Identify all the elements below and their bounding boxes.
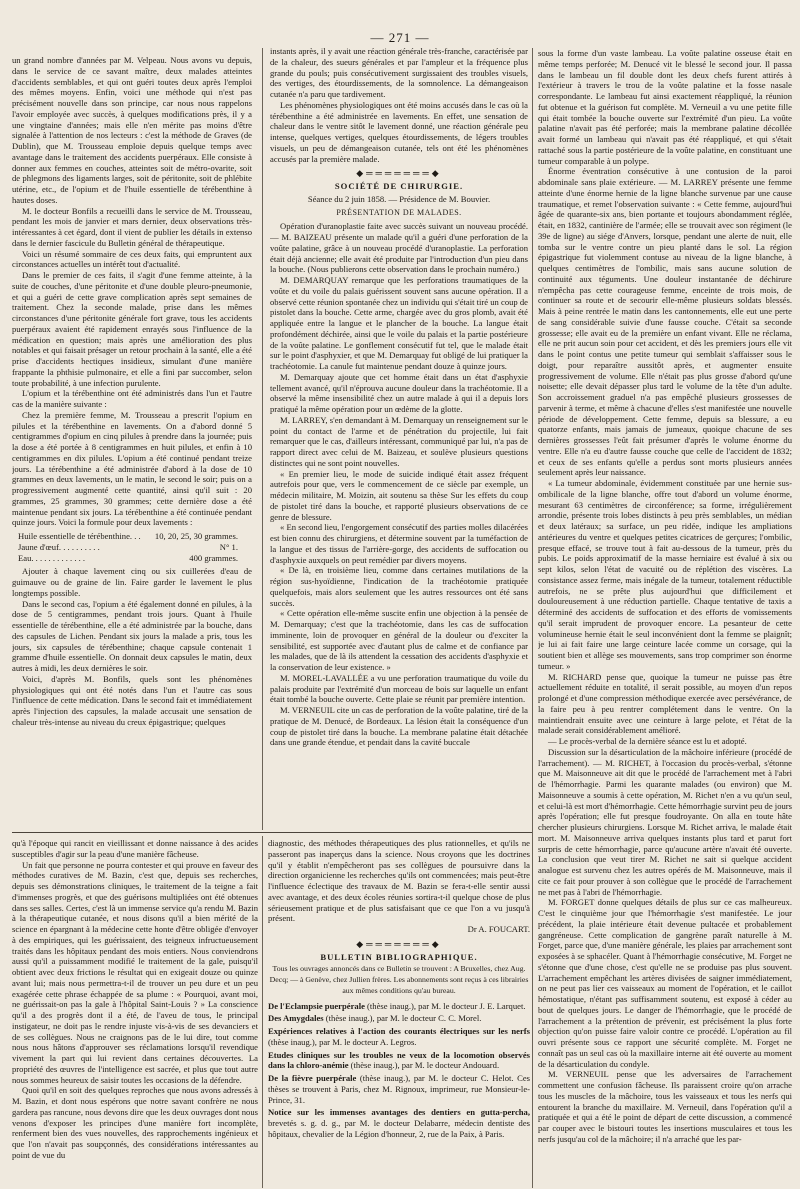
- paragraph: « La tumeur abdominale, évidemment constituée par une hernie sus-ombilicale de la ligne blanche, offre tout d'abord un volume énorme, mesurant 63 centimètres de circonférence; sa forme, irrégulièrement arrondie, présente trois lobes distincts à peu près semblables, un médian et deux latéraux; sa surface, un peu ridée, indique les ampliations antérieures du ventre et quelques petites cicatrices de gerçures; l'ombilic, presque effacé, se trouve tout à fait au-dessous de la tumeur, près du pubis. Le poids approximatif de la masse herniaire est évalué à six ou sept kilos, selon l'état de vacuité ou de réplétion des viscères. La consistance assez ferme, mais inégale de la tumeur, totalement réductible autrefois, ne se prête plus aujourd'hui que difficilement et douloureusement à une réduction partielle. Chaque tentative de taxis a déterminé des accidents de suffocation et des efforts de vomissements qu'il serait imprudent de provoquer encore. La pesanteur de cette volumineuse hernie était le seul inconvénient dont la femme se plaignît; je lui ai fait faire une large ceinture lacée comme un corsage, qui la soutient bien et allège ses mouvements, sans trop comprimer son énorme tumeur. »: [538, 478, 792, 671]
- paragraph: M. FORGET donne quelques détails de plus sur ce cas malheureux. C'est le cinquième jour que l'hémorrhagie s'est manifestée. Le jour précédent, la plaie intérieure était devenue pultacée et probablement gangréneuse. Cette complication de gangrène paraît naturelle à M. Forget, parce que, d'une manière générale, les plaies par arrachement sont exposées à se sphacéler. Quant à l'hémorrhagie consécutive, M. Forget ne s'étonne que d'une chose, c'est qu'elle ne se produise pas plus souvent. L'arrachement empêchant les artères divisées de saigner immédiatement, on ne peut pas lier ces vaisseaux au moment de l'opération, et le caillot hémostatique, n'étant pas suffisamment soutenu, est exposé à céder au bout de quelques jours. Le danger de l'hémorrhagie, que le procédé de l'arrachement a la prétention de prévenir, est précisément la plus forte objection qu'on puisse faire valoir contre ce procédé. L'opération au fil ouvri présente sous ce rapport une sécurité complète. M. Forget ne connaît pas un seul cas où la maxillaire interne ait été ouverte au moment de la désarticulation du condyle.: [538, 897, 792, 1069]
- page-number: — 271 —: [370, 30, 430, 45]
- paragraph: qu'à l'époque qui rancit en vieillissant et donne naissance à des acides susceptibles d'agir sur la peau d'une manière fâcheuse.: [12, 838, 258, 859]
- bulletin-intro: Tous les ouvrages annoncés dans ce Bulletin se trouvent : A Bruxelles, chez Aug. Decq; — à Genève, chez Jullien frères. Les abonnements sont reçus à ces librairies aux mêmes conditions qu'au bureau.: [269, 964, 529, 995]
- item-title: Des Amygdales: [268, 1013, 324, 1024]
- bibliography-item: [268, 1013, 530, 1024]
- column-divider: [532, 48, 533, 1188]
- item-details: (thèse inaug.), par M. le docteur J. E. Larquet.: [364, 1000, 526, 1011]
- item-title: Expériences relatives à l'action des courants électriques sur les nerfs: [268, 1026, 530, 1036]
- paragraph: M. Demarquay ajoute que cet homme était dans un état d'asphyxie tellement avancé, qu'il n'éprouva aucune douleur dans la trachéotomie. Il a observé la même insensibilité chez un autre malade à qui il a depuis lors pratiqué la même opération pour un œdème de la glotte.: [270, 371, 528, 414]
- paragraph: Voici, d'après M. Bonfils, quels sont les phénomènes physiologiques qui ont été notés dans l'un et l'autre cas sous l'influence de cette médication. Dans le second fait et immédiatement après l'injection des capsules, la malade accusait une sensation de chaleur très-intense au niveau du creux épigastrique; quelques: [12, 673, 252, 727]
- paragraph: Un fait que personne ne pourra contester et qui prouve en faveur des méthodes curatives de M. Bazin, c'est que, depuis ses recherches, depuis ses démonstrations cliniques, le traitement de la teigne a fait d'immenses progrès, et que des guérisons multipliées ont été obtenues dans ses salles. Certes, c'est là un immense service qu'a rendu M. Bazin à la thérapeutique cutanée, et nous disons qu'il a bien mérité de la science en épargnant à la médecine cette honte d'être obligée d'envoyer à des empiriques, qui les guérissaient, des teigneux infructueusement traités dans les hôpitaux pendant des mois entiers. Nous conviendrons aussi qu'il a puissamment modifié le traitement de la gale, puisqu'il obtient avec deux frictions le résultat qui en exigeait douze ou quinze avant lui; mais nous permettra-t-il de trouver un peu dure et un peu exagérée cette phrase échappée de sa plume : « Pourquoi, avant moi, ne guérissait-on pas la gale à l'hôpital Saint-Louis ? » La conscience qu'il a des progrès dont il a été, de l'aveu de tous, le principal instigateur, ne doit pas le rendre injuste vis-à-vis de ses devanciers et de ses collègues. Nous ne craignons pas de le lui dire, tout comme nous nous hâtons d'approuver ses réclamations lorsqu'il revendique vivement la part qui lui revient dans certaines découvertes. La propriété des œuvres de l'intelligence est sacrée, et plus que tout autre nous sommes heureux de saisir toutes les occasions de la défendre.: [12, 859, 258, 1085]
- paragraph: instants après, il y avait une réaction générale très-franche, caractérisée par de la chaleur, des sueurs générales et par l'ampleur et la fréquence plus grande du pouls; puis consécutivement surgissaient des troubles visuels, des vertiges, des étourdissements, de la somnolence. La démangeaison cutanée n'a paru que tardivement.: [270, 46, 528, 99]
- column-2: [270, 46, 528, 831]
- item-title: Notice sur les immenses avantages des dentiers en gutta-percha,: [268, 1107, 530, 1118]
- item-details: brevetés s. g. d. g., par M. le docteur Delabarre, médecin dentiste des hôpitaux, chevalier de la Légion d'honneur, 2, rue de la Paix, à Paris.: [268, 1118, 530, 1139]
- paragraph: Opération d'uranoplastie faite avec succès suivant un nouveau procédé. — M. BAIZEAU présente un malade qu'il a guéri d'une perforation de la voûte palatine, grâce à un nouveau procédé d'uranoplastie. La perforation était déjà ancienne; elle avait été produite par l'introduction d'un pieu dans la bouche. (Nous publierons cette observation dans le prochain numéro.): [270, 221, 528, 275]
- formula-value: 10, 20, 25, 30 grammes.: [154, 531, 238, 541]
- paragraph: Voici un résumé sommaire de ces deux faits, qui empruntent aux circonstances actuelles un intérêt tout d'actualité.: [12, 248, 252, 270]
- column-divider: [262, 48, 263, 830]
- item-title: De l'Eclampsie puerpérale: [268, 1000, 365, 1011]
- paragraph: M. MOREL-LAVALLÉE a vu une perforation traumatique du voile du palais produite par l'extrémité d'un morceau de bois sur laquelle un enfant était tombé la bouche ouverte. Cette plaie se réunit par première intention.: [270, 672, 528, 705]
- section-heading: BULLETIN BIBLIOGRAPHIQUE.: [320, 951, 478, 962]
- formula-row: [18, 542, 238, 553]
- formula-value: N° 1.: [219, 541, 238, 552]
- bibliography-item: [268, 1026, 530, 1048]
- formula-item: Jaune d'œuf. . . . . . . . . .: [18, 541, 100, 552]
- paragraph: « En premier lieu, le mode de suicide indiqué était assez fréquent autrefois pour que, vers le commencement de ce siècle par exemple, un médecin militaire, M. Moizin, ait soutenu sa thèse Sur les effets du coup de pistolet tiré dans la bouche, et rapporté plusieurs observations de ce genre de blessure.: [270, 468, 528, 522]
- paragraph: « Cette opération elle-même suscite enfin une objection à la pensée de M. Demarquay; c'est que la trachéotomie, dans les cas de suffocation imminente, loin de provoquer en général de la douleur ou d'exciter la sensibilité, est supportée avec d'autant plus de calme et de confiance par les malades, que de là ils attendent la cessation des accidents d'asphyxie et la conservation de leur existence. »: [270, 608, 528, 672]
- item-details: (thèse inaug.), par M. le docteur A. Legros.: [268, 1036, 417, 1047]
- paragraph: Ajouter à chaque lavement cinq ou six cuillerées d'eau de guimauve ou de graine de lin. Faire garder le lavement le plus longtemps possible.: [12, 566, 252, 598]
- paragraph: M. LARREY, s'en demandant à M. Demarquay un renseignement sur le point du contact de l'arme et de pénétration du projectile, lui fait remarquer que le cas, d'ailleurs intéressant, communiqué par lui, n'a pas de rapport direct avec celui de M. Baizeau, et soulève plusieurs questions distinctes qui ne sont point nouvelles.: [270, 414, 528, 468]
- item-details: (thèse inaug.), par M. le docteur C. Helot. Ces thèses se trouvent à Paris, chez M. Rignoux, imprimeur, rue Monsieur-le-Prince, 31.: [268, 1073, 530, 1105]
- section-divider: [12, 832, 532, 833]
- formula-row: [18, 553, 238, 564]
- item-title: De la fièvre puerpérale: [268, 1073, 357, 1083]
- bibliography-item: [268, 1001, 530, 1012]
- item-title: Etudes cliniques sur les troubles ne veux de la locomotion observés dans la chloro-anémie: [268, 1049, 530, 1071]
- bottom-column-2: [268, 838, 530, 1188]
- formula-value: 400 grammes.: [189, 552, 238, 563]
- column-1: [12, 55, 252, 825]
- bibliography-item: [268, 1073, 530, 1105]
- bottom-column-1: [12, 838, 258, 1188]
- paragraph: Chez la première femme, M. Trousseau a prescrit l'opium en pilules et la térébenthine en lavements. On a d'abord donné 5 centigrammes d'opium en cinq pilules à prendre dans la journée; puis la dose a été portée à 8 centigrammes en huit pilules, et enfin à 10 centigrammes en dix pilules. L'opium a été continué pendant treize jours. La térébenthine a été administrée d'abord à la dose de 10 grammes en deux lavements, un le matin, le second le soir; puis on a progressivement augmenté cette quantité, ainsi qu'il suit : 20 grammes, 25 grammes, 30 grammes; cette dernière dose a été maintenue pendant six jours. La térébenthine a été continuée pendant quinze jours. Voici la formule pour deux lavements :: [12, 409, 252, 528]
- paragraph: M. VERNEUIL pense que les adversaires de l'arrachement commettent une confusion fâcheuse. Ils paraissent croire qu'on arrache tous les muscles de la mâchoire, tous les vaisseaux et tous les nerfs qui entourent la branche du maxillaire. M. Verneuil, dans l'opération qu'il a pratiquée et qui a été le point de départ de cette discussion, a commencé par couper avec le bistouri toutes les insertions musculaires et tous les nerfs jusqu'au col de la mâchoire; il n'a arraché que les par-: [538, 1069, 792, 1144]
- paragraph: sous la forme d'un vaste lambeau. La voûte palatine osseuse était en même temps perforée; M. Denucé vit le blessé le second jour. Il passa dans le lambeau un fil double dont les deux chefs furent attirés à l'extérieur à travers le trou de la voûte palatine et la fosse nasale correspondante. Le lambeau fut ainsi exactement réappliqué, la réunion fut obtenue et la guérison fut complète. M. Verneuil a vu une petite fille qui était tombée la bouche ouverte sur l'extrémité d'un pieu. La voûte palatine n'avait pas été perforée; mais la membrane palatine décollée avait formé un lambeau qui n'avait pas été réappliqué, et qui s'était rattaché sous la partie postérieure de la voûte palatine, en constituant une tumeur comparable à un polype.: [538, 48, 792, 166]
- paragraph: — Le procès-verbal de la dernière séance est lu et adopté.: [548, 736, 747, 746]
- prescription-formula: [18, 531, 238, 563]
- formula-row: [18, 531, 238, 542]
- paragraph: Les phénomènes physiologiques ont été moins accusés dans le cas où la térébenthine a été administrée en lavements. En effet, une sensation de chaleur dans le ventre sitôt le lavement donné, une réaction générale peu intense, quelques vertiges, quelques étourdissements, de légers troubles visuels, un peu de démangeaison cutanée, tels ont été les phénomènes accusés par la première malade.: [270, 99, 528, 164]
- bibliography-item: [268, 1107, 530, 1139]
- author-signature: Dr A. FOUCART.: [467, 924, 530, 934]
- paragraph: « De là, en troisième lieu, comme dans certaines mutilations de la région sus-hyoïdienne, l'indication de la trachéotomie pratiquée quelquefois, mais alors seulement que les autres ressources ont été sans succès.: [270, 565, 528, 608]
- subsection-heading: PRÉSENTATION DE MALADES.: [336, 207, 462, 217]
- section-heading: SOCIÉTÉ DE CHIRURGIE.: [334, 181, 464, 191]
- paragraph: M. DEMARQUAY remarque que les perforations traumatiques de la voûte et du voile du palais guérissent souvent sans aucune opération. Il a observé cette réunion spontanée chez un individu qui s'était tiré un coup de pistolet dans la bouche. Cette arme, chargée avec du gros plomb, avait été appliquée entre la langue et le plancher de la bouche. La langue était profondément déchirée, ainsi que le voile du palais et la partie postérieure de la voûte palatine. Le gonflement consécutif fut tel, que le malade était sur le point d'asphyxier, et que M. Demarquay fut obligé de lui pratiquer la trachéotomie. La canule fut maintenue pendant douze à quinze jours.: [270, 275, 528, 371]
- item-details: (thèse inaug.), par M. le docteur C. C. Morel.: [323, 1013, 482, 1024]
- paragraph: un grand nombre d'années par M. Velpeau. Nous avons vu depuis, dans le service de ce savant maître, deux malades atteintes d'accidents semblables, et qui ont guéri toutes deux après l'emploi des mêmes moyens. Enfin, voici une méthode qui n'est pas précisément nouvelle dans son principe, car nous nous rappelons l'avoir employée avec succès, à quelques modifications près, il y a une vingtaine d'années; mais elle n'en mérite pas moins d'être signalée à l'attention de nos lecteurs : c'est la méthode de Graves (de Dublin), que M. Trousseau emploie depuis quelque temps avec avantage dans le traitement des accidents puerpéraux. Elle consiste à donner aux femmes en couches, atteintes soit de métro-ovarite, soit de phlegmons des ligaments larges, soit de péritonite, soit de phlébite utérine, etc., de l'opium et de l'huile essentielle de térébenthine à hautes doses.: [12, 55, 252, 205]
- paragraph: Dans le premier de ces faits, il s'agit d'une femme atteinte, à la suite de couches, d'une péritonite et d'une double pleuro-pneumonie, et qui a guéri de cette grave complication après sept semaines de traitement. Chez la seconde malade, prise dans les mêmes circonstances d'une péritonite générale fort grave, tous les accidents puerpéraux avaient été rapidement enrayés sous l'influence de la médication en question; mais après une amélioration des plus notables et qui faisait présager un retour prochain à la santé, elle a été prise d'accidents hectiques insidieux, simulant d'une manière frappante la phthisie pulmonaire, et elle a fini par succomber, selon toute probabilité, à une infection purulente.: [12, 270, 252, 388]
- column-3: [538, 48, 792, 1188]
- paragraph: M. VERNEUIL cite un cas de perforation de la voûte palatine, tiré de la pratique de M. Denucé, de Bordeaux. La lésion était la conséquence d'un coup de pistolet tiré dans la bouche. La membrane palatine était détachée dans une grande étendue, et pendait dans la cavité buccale: [270, 705, 528, 748]
- paragraph: Discussion sur la désarticulation de la mâchoire inférieure (procédé de l'arrachement). — M. RICHET, à l'occasion du procès-verbal, s'étonne que M. Maisonneuve ait dit que le procédé de l'arrachement met à l'abri de l'hémorrhagie. Parmi les quarante malades (ou environ) que M. Maisonneuve a soumis à cette opération, M. Richet n'en a vu qu'un seul, et celui-là est mort d'hémorrhagie. Cette hémorrhagie survint peu de jours après l'opération; elle fut presque foudroyante. On alla en toute hâte chercher plusieurs chirurgiens. Lorsque M. Richet arriva, le malade était mort. M. Maisonneuve arriva quelques instants plus tard et parut fort surpris de cette hémorrhagie, parce qu'aucune artère n'avait été ouverte. La conclusion que veut tirer M. Richet ne sait si quelque accident analogue est survenu chez les autres opérés de M. Maisonneuve, mais il cite ce fait pour prouver à son collègue que le procédé de l'arrachement ne met pas à l'abri de l'hémorrhagie.: [538, 746, 792, 897]
- session-line: Séance du 2 juin 1858. — Présidence de M. Bouvier.: [307, 193, 491, 204]
- paragraph: M. le docteur Bonfils a recueilli dans le service de M. Trousseau, pendant les mois de janvier et mars dernier, deux observations très-intéressantes à cet égard, dont il vient de publier les détails in extenso dans le dernier fascicule du Bulletin général de thérapeutique.: [12, 205, 252, 248]
- paragraph: M. RICHARD pense que, quoique la tumeur ne puisse pas être actuellement réduite en totalité, il serait possible, au moyen d'un repos prolongé et d'une compression méthodique exercée avec persévérance, de la faire peu à peu rentrer complétement dans le ventre. On la maintiendrait ensuite avec une ceinture à large pelote, et l'état de la malade serait considérablement amélioré.: [538, 671, 792, 736]
- ornament-divider: ◆═══════◆: [356, 938, 442, 949]
- column-divider: [262, 836, 263, 1188]
- item-details: (thèse inaug.), par M. le docteur Andouard.: [348, 1060, 500, 1071]
- paragraph: L'opium et la térébenthine ont été administrés dans l'un et l'autre cas de la manière suivante :: [12, 388, 252, 409]
- formula-item: Eau. . . . . . . . . . . . .: [18, 552, 86, 563]
- ornament-divider: ◆═══════◆: [356, 168, 442, 179]
- formula-item: Huile essentielle de térébenthine. . .: [18, 531, 141, 541]
- paragraph: Dans le second cas, l'opium a été également donné en pilules, à la dose de 5 centigrammes, pendant trois jours. Quant à l'huile essentielle de térébenthine, elle a été administrée par la bouche, dans des capsules de Lichen. Pendant six jours la malade a pris, tous les jours, six capsules de térébenthine; chaque capsule contenait 1 gramme d'huile essentielle. On donnait deux capsules le matin, deux autres à midi, les deux dernières le soir.: [12, 598, 252, 673]
- bibliography-item: [268, 1050, 530, 1072]
- paragraph: diagnostic, des méthodes thérapeutiques des plus rationnelles, et qu'ils ne passeront pas inaperçus dans la science. Nous croyons que les doctrines qu'il y établit n'empêcheront pas ses collègues de poursuivre dans la direction organicienne les recherches qu'ils ont commencées; mais peut-être l'influence éclectique des travaux de M. Bazin se fera-t-elle sentir aussi avec avantage, et des deux écoles réunies sortira-t-il quelque chose de plus sérieusement pratique et de plus satisfaisant que ce que l'on a vu jusqu'à présent.: [268, 838, 530, 924]
- paragraph: Quoi qu'il en soit des quelques reproches que nous avons adressés à M. Bazin, et dont nous espérons que notre savant confrère ne nous gardera pas rancune, nous devons dire que les deux ouvrages dont nous venons d'exposer les principes d'une manière fort incomplète, renferment bien des vues nouvelles, des rapprochements ingénieux et que l'on n'avait pas soupçonnés, des considérations intéressantes au point de vue du: [12, 1085, 258, 1160]
- paragraph: « En second lieu, l'engorgement consécutif des parties molles dilacérées est bien connu des chirurgiens, et détermine souvent par la tuméfaction de la langue et des tissus de l'arrière-gorge, des accidents de suffocation ou d'asphyxie auxquels on peut remédier par divers moyens.: [270, 522, 528, 565]
- paragraph: Énorme éventration consécutive à une contusion de la paroi abdominale sans plaie extérieure. — M. LARREY présente une femme atteinte d'une énorme hernie de la ligne blanche survenue par une cause traumatique, et remet l'observation suivante : « Cette femme, aujourd'hui âgée de quarante-six ans, bien portante et toujours abondamment réglée, était, en 1832, cantinière de l'armée; elle se trouvait avec son régiment (le 39e de ligne) au siége d'Anvers, lorsque, pendant une alerte de nuit, elle tomba sur le ventre contre un pieu planté dans le sol. La région épigastrique fut violemment contuse au niveau de la ligne blanche, à quelques centimètres de l'ombilic, mais sans aucune solution de continuité aux téguments. Une douleur instantanée de déchirure n'empêcha pas cette courageuse femme, enceinte de trois mois, de continuer sa route et de secourir elle-même plusieurs soldats blessés. Mais à peine rentrée le matin dans les cantonnements, elle eut une perte de sang considérable suivie d'une fausse couche. C'était sa seconde grossesse; elle avait eu de la première un enfant vivant. Elle ne réclama, elle ne prit aucun soin pour cet accident, et dès les premiers jours elle vit dans le point contus une petite tumeur qui semblait s'affaisser sous le doigt, pour reparaître aussitôt après, et augmenter ensuite progressivement de volume. Elle n'était pas plus grosse d'abord qu'une noisette; elle devait dépasser plus tard le volume de la tête d'un adulte. Son accroissement graduel n'a pas empêché plusieurs grossesses de parvenir à terme, et même à chacune d'elles s'est manifestée une nouvelle période de développement. Cette femme, depuis sa blessure, a eu quatorze enfants, mais jamais de jumeaux, quoique chacune de ses dernières grossesses l'eût fait présumer d'après le volume énorme du ventre. Elle n'a eu d'autre fausse couche que celle de l'accident de 1832; et ceux de ses enfants qu'elle a perdus sont morts plusieurs années seulement après leur naissance.: [538, 166, 792, 478]
